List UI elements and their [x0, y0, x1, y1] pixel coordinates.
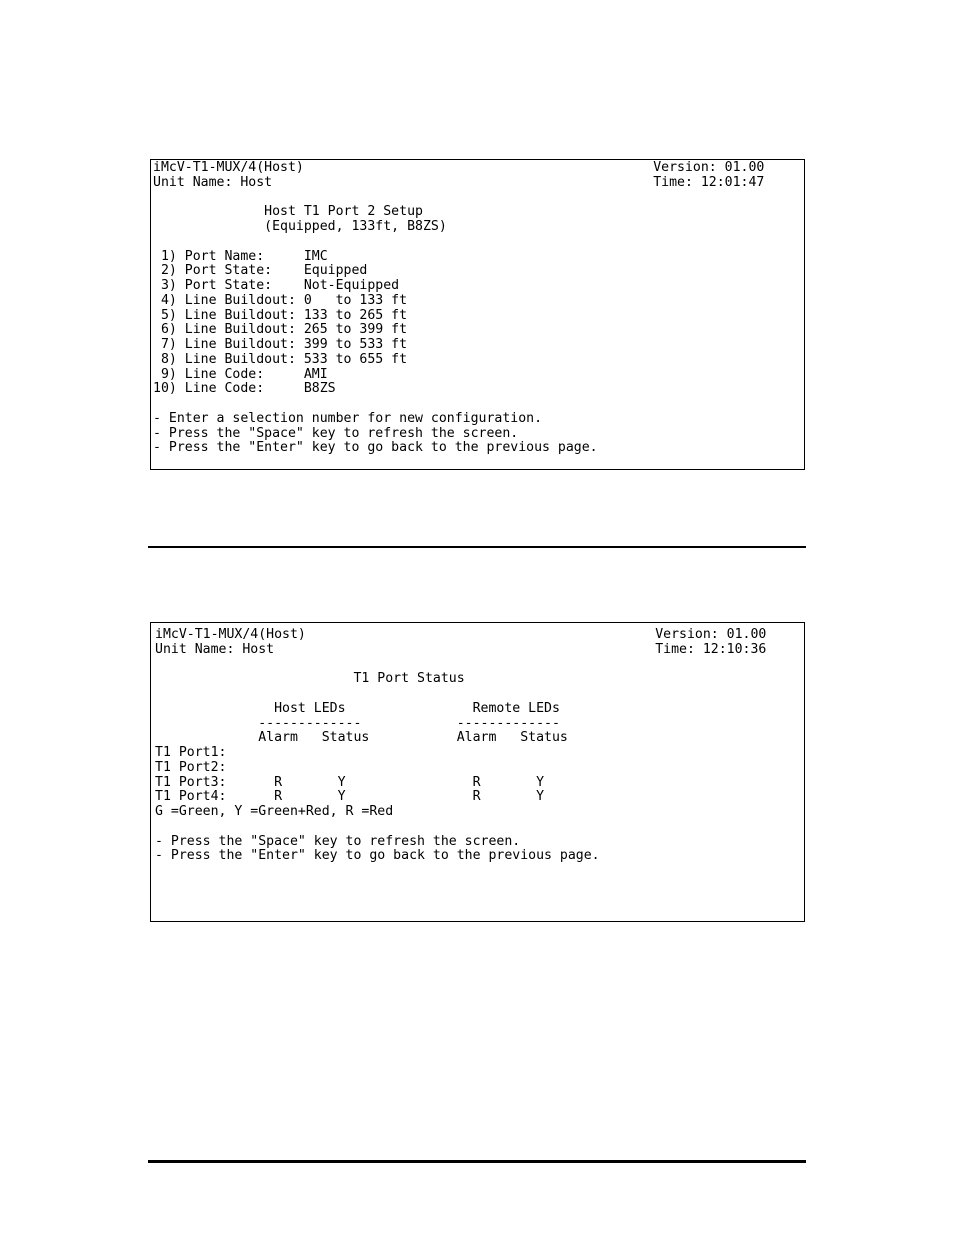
terminal-line	[155, 687, 766, 702]
terminal-line: 8) Line Buildout: 533 to 655 ft	[153, 351, 408, 367]
terminal-line: - Enter a selection number for new configuration.	[153, 410, 543, 426]
terminal-screen-port-status	[150, 622, 805, 922]
terminal-line: G =Green, Y =Green+Red, R =Red	[155, 804, 394, 819]
terminal-line: - Press the "Enter" key to go back to the previous page.	[155, 848, 600, 864]
terminal-line	[153, 191, 764, 206]
terminal-line: Unit Name: Host Time: 12:10:36	[155, 641, 767, 657]
terminal-line: 1) Port Name: IMC	[153, 248, 328, 264]
terminal-line: - Press the "Enter" key to go back to the previous page.	[153, 440, 598, 456]
terminal-line: 9) Line Code: AMI	[153, 366, 328, 382]
terminal-line: Unit Name: Host Time: 12:01:47	[153, 174, 765, 190]
terminal-line	[153, 397, 764, 412]
terminal-text	[153, 161, 764, 456]
terminal-line: 2) Port State: Equipped	[153, 263, 368, 279]
terminal-line: 3) Port State: Not-Equipped	[153, 278, 400, 293]
horizontal-rule-bottom	[148, 1160, 806, 1163]
terminal-line: iMcV-T1-MUX/4(Host) Version: 01.00	[155, 627, 767, 642]
terminal-line: 7) Line Buildout: 399 to 533 ft	[153, 337, 408, 352]
terminal-line: 4) Line Buildout: 0 to 133 ft	[153, 292, 408, 308]
terminal-line: T1 Port Status	[155, 671, 465, 687]
terminal-line: T1 Port1:	[155, 745, 227, 760]
terminal-line	[155, 820, 766, 835]
terminal-line: Host LEDs Remote LEDs	[155, 700, 560, 716]
terminal-line: 5) Line Buildout: 133 to 265 ft	[153, 307, 408, 323]
terminal-line	[153, 235, 764, 250]
terminal-screen-port-setup	[150, 159, 805, 470]
terminal-line: (Equipped, 133ft, B8ZS)	[153, 219, 447, 234]
terminal-line: ------------- -------------	[155, 715, 560, 731]
terminal-line: Alarm Status Alarm Status	[155, 730, 568, 746]
terminal-line: - Press the "Space" key to refresh the screen.	[155, 833, 521, 849]
terminal-line: iMcV-T1-MUX/4(Host) Version: 01.00	[153, 160, 765, 175]
horizontal-rule	[148, 546, 806, 548]
terminal-text	[155, 628, 766, 864]
terminal-line: T1 Port3: R Y R Y	[155, 774, 545, 790]
terminal-line: T1 Port4: R Y R Y	[155, 789, 545, 805]
terminal-line: Host T1 Port 2 Setup	[153, 204, 423, 220]
terminal-line: 6) Line Buildout: 265 to 399 ft	[153, 322, 408, 338]
terminal-line: T1 Port2:	[155, 759, 227, 775]
terminal-line	[155, 658, 766, 673]
terminal-line: - Press the "Space" key to refresh the screen.	[153, 425, 519, 441]
terminal-line: 10) Line Code: B8ZS	[153, 381, 336, 397]
